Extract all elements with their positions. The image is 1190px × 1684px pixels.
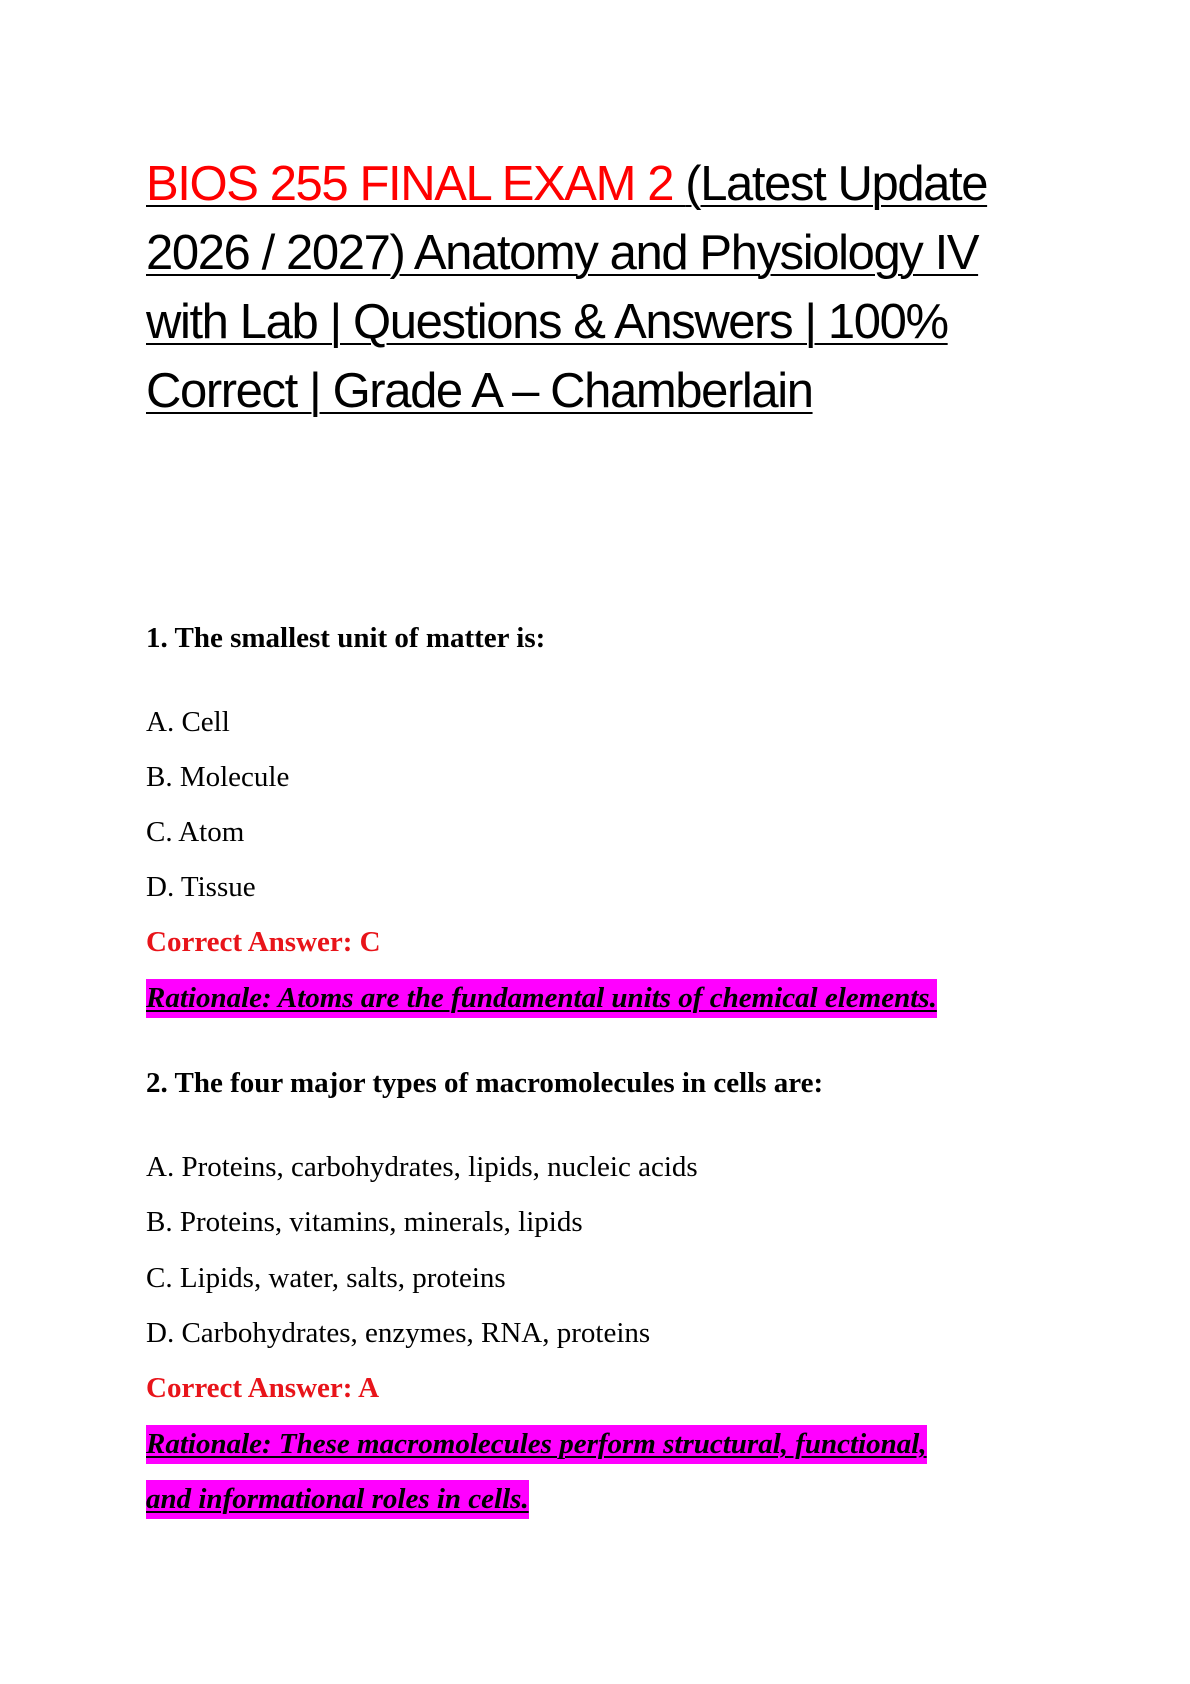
question-1-option-a: A. Cell	[146, 706, 230, 738]
title-description: (Latest Update 2026 / 2027) Anatomy and Physiology IV with Lab | Questions & Answers | 100% Correct | Grade A – Chamberlain	[146, 157, 988, 418]
title-course-code: BIOS 255 FINAL EXAM 2	[146, 157, 686, 211]
question-2-rationale-line-1: Rationale: These macromolecules perform structural, functional,	[146, 1425, 927, 1464]
question-2-correct-answer: Correct Answer: A	[146, 1372, 380, 1404]
question-1-option-b: B. Molecule	[146, 761, 290, 793]
question-2-option-c: C. Lipids, water, salts, proteins	[146, 1262, 506, 1294]
question-1-correct-answer: Correct Answer: C	[146, 926, 381, 958]
question-2-option-b: B. Proteins, vitamins, minerals, lipids	[146, 1206, 583, 1238]
question-2-option-a: A. Proteins, carbohydrates, lipids, nucleic acids	[146, 1151, 698, 1183]
question-1-rationale-line-1: Rationale: Atoms are the fundamental units of chemical elements.	[146, 979, 937, 1018]
question-2-rationale-line-2: and informational roles in cells.	[146, 1480, 529, 1519]
question-1-option-d: D. Tissue	[146, 871, 256, 903]
question-2-rationale-line-1-wrap	[146, 1426, 927, 1462]
question-2-rationale-line-2-wrap	[146, 1481, 529, 1517]
question-2-option-d: D. Carbohydrates, enzymes, RNA, proteins	[146, 1317, 651, 1349]
question-1-prompt: 1. The smallest unit of matter is:	[146, 622, 546, 654]
document-title	[146, 150, 1046, 426]
question-1-rationale	[146, 980, 937, 1016]
question-1-option-c: C. Atom	[146, 816, 245, 848]
question-2-prompt: 2. The four major types of macromolecules in cells are:	[146, 1067, 824, 1099]
